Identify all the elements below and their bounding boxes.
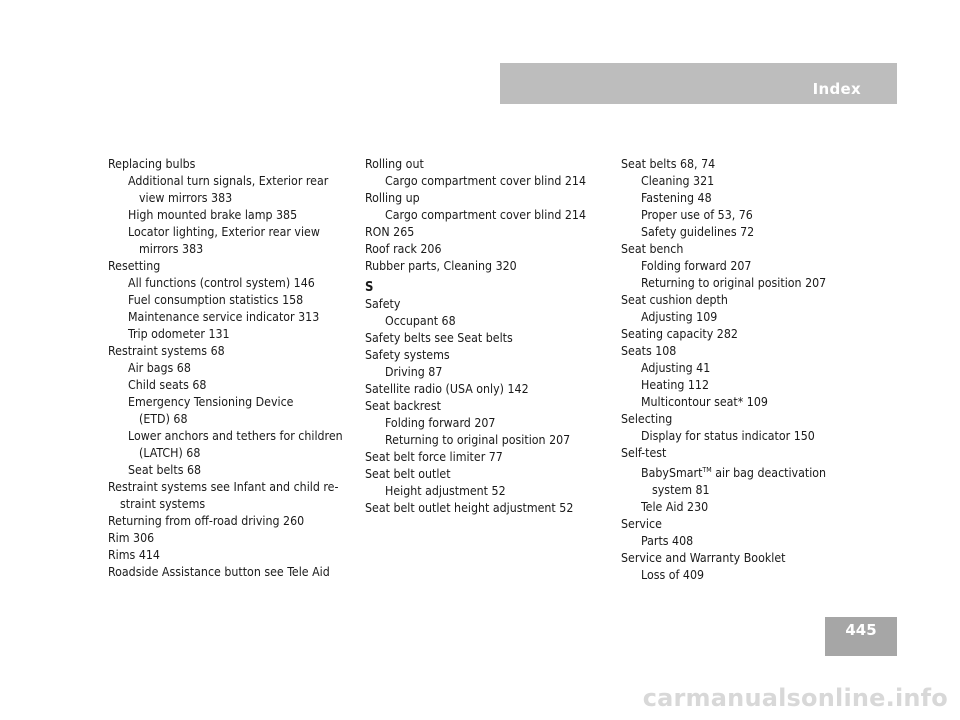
index-entry: Seat bench [621,242,684,256]
index-subentry: Proper use of 53, 76 [641,208,753,222]
index-subentry: Occupant 68 [385,314,456,328]
index-subentry: Emergency Tensioning Device [128,395,294,409]
entry-text: BabySmart [641,466,703,481]
index-entry: Seat cushion depth [621,293,728,307]
index-subentry: Cargo compartment cover blind 214 [385,174,586,188]
index-entry: Resetting [108,259,161,273]
index-entry: Seat belt force limiter 77 [365,450,503,464]
index-continuation: mirrors 383 [139,242,204,256]
index-entry: Safety belts see Seat belts [365,331,513,345]
index-entry: Seat belts 68, 74 [621,157,716,171]
entry-text: air bag deactivation [711,466,827,481]
index-subentry: Locator lighting, Exterior rear view [128,225,320,239]
index-entry: Rolling out [365,157,424,171]
index-subentry: Safety guidelines 72 [641,225,755,239]
index-entry: Replacing bulbs [108,157,196,171]
index-entry: Seats 108 [621,344,677,358]
trademark-mark: TM [702,466,712,474]
index-subentry: Returning to original position 207 [385,433,571,447]
index-entry: Restraint systems 68 [108,344,225,358]
index-subentry: Heating 112 [641,378,709,392]
index-entry: Seat backrest [365,399,441,413]
index-entry: Rim 306 [108,531,155,545]
index-entry: Service and Warranty Booklet [621,551,786,566]
index-continuation: (LATCH) 68 [139,446,201,460]
index-subentry: Air bags 68 [128,361,191,375]
index-column-1 [108,156,358,581]
index-column-3 [621,156,871,584]
index-entry: Service [621,517,662,532]
index-entry: Safety [365,297,401,311]
index-continuation: view mirrors 383 [139,191,233,205]
index-subentry: Adjusting 109 [641,310,718,324]
index-subentry: Driving 87 [385,365,443,379]
index-entry: Rolling up [365,191,420,205]
index-subentry: Tele Aid 230 [641,500,709,515]
index-subentry: Loss of 409 [641,568,705,583]
index-entry: Rubber parts, Cleaning 320 [365,259,517,273]
index-entry: Seat belt outlet [365,467,451,481]
index-continuation: straint systems [120,497,206,511]
index-entry: Restraint systems see Infant and child re- [108,480,339,494]
index-column-2 [365,156,615,517]
index-subentry: Trip odometer 131 [128,327,230,341]
index-subentry: Parts 408 [641,534,694,549]
index-subentry: Adjusting 41 [641,361,711,375]
index-subentry: Maintenance service indicator 313 [128,310,320,324]
index-entry: Seating capacity 282 [621,327,738,341]
index-entry: Self-test [621,446,667,460]
index-subentry: Lower anchors and tethers for children [128,429,343,443]
page-title: Index [812,80,861,98]
index-continuation: system 81 [652,483,710,498]
index-entry: Safety systems [365,348,450,362]
index-entry: RON 265 [365,225,415,239]
index-subentry: Fuel consumption statistics 158 [128,293,304,307]
watermark: carmanualsonline.info [642,684,948,712]
index-subentry: Folding forward 207 [641,259,752,273]
section-letter: S [365,280,374,295]
index-subentry: Cargo compartment cover blind 214 [385,208,586,222]
index-subentry [621,462,871,482]
index-subentry: Height adjustment 52 [385,484,506,498]
index-entry: Rims 414 [108,548,160,562]
index-subentry: Cleaning 321 [641,174,715,188]
index-subentry: All functions (control system) 146 [128,276,315,290]
index-subentry: Folding forward 207 [385,416,496,430]
index-subentry: Fastening 48 [641,191,712,205]
index-subentry: Returning to original position 207 [641,276,827,290]
index-subentry: Seat belts 68 [128,463,202,477]
index-subentry: High mounted brake lamp 385 [128,208,298,222]
index-entry: Returning from off-road driving 260 [108,514,305,528]
page-number: 445 [845,621,877,639]
header-bar [500,63,897,104]
index-continuation: (ETD) 68 [139,412,188,426]
index-entry: Roadside Assistance button see Tele Aid [108,565,330,579]
index-entry: Roof rack 206 [365,242,442,256]
index-subentry: Child seats 68 [128,378,207,392]
index-entry: Selecting [621,412,673,426]
index-subentry: Multicontour seat* 109 [641,395,768,409]
index-entry: Seat belt outlet height adjustment 52 [365,501,574,515]
index-subentry: Additional turn signals, Exterior rear [128,174,329,188]
page-number-box [825,617,897,656]
index-entry: Satellite radio (USA only) 142 [365,382,529,396]
index-subentry: Display for status indicator 150 [641,429,815,443]
